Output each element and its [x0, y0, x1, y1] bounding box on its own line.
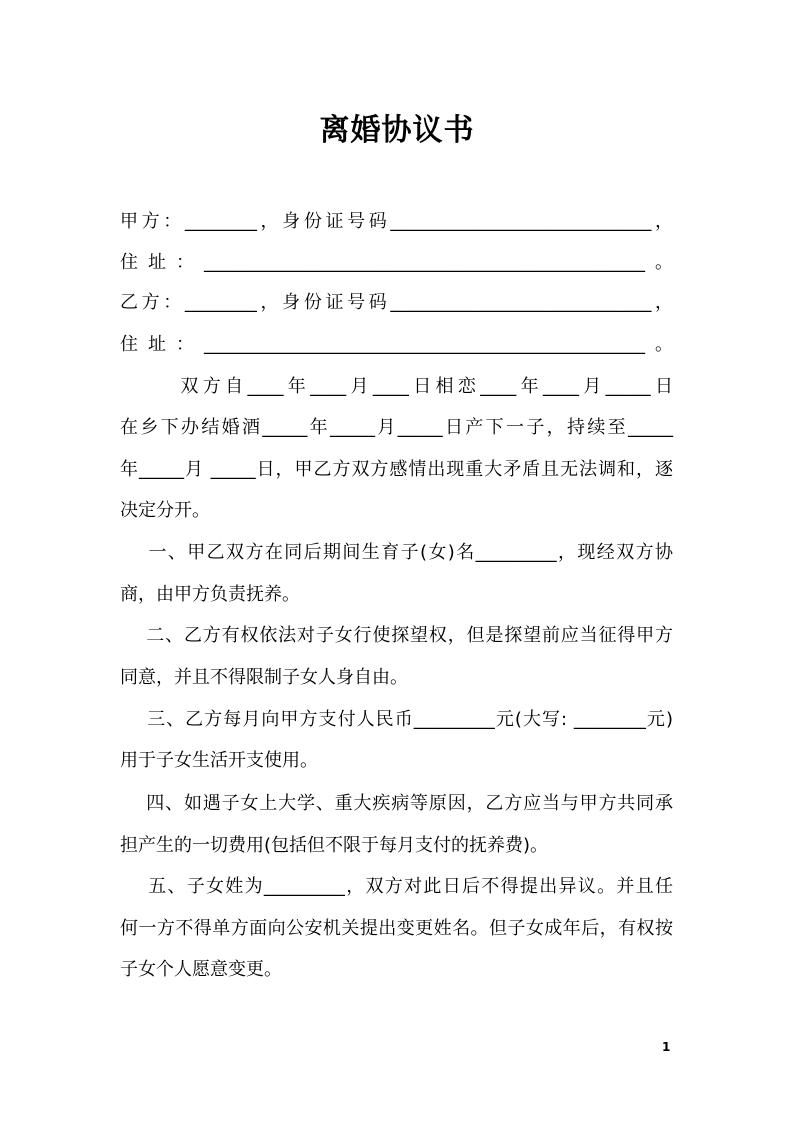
clause-5-line: 五、子女姓为_________，双方对此日后不得提出异议。并且任 — [120, 876, 673, 897]
clause-5-line: 子女个人愿意变更。 — [120, 959, 282, 980]
paragraph-line: 在乡下办结婚酒_____年_____月_____日产下一子，持续至_____ — [120, 417, 673, 438]
party-a-name-id-line: 甲方：________，身份证号码_____________________________， — [120, 211, 673, 232]
clause-1-line: 一、甲乙双方在同后期间生育子(女)名_________，现经双方协 — [120, 542, 673, 563]
clause-1-line: 商，由甲方负责抚养。 — [120, 584, 300, 605]
paragraph-line: 双方自____年____月____日相恋____年____月_____日 — [120, 376, 673, 397]
clause-2-line: 同意，并且不得限制子女人身自由。 — [120, 667, 408, 688]
party-b-name-id-line: 乙方：________，身份证号码_____________________________， — [120, 292, 673, 313]
clause-2-line: 二、乙方有权依法对子女行使探望权，但是探望前应当征得甲方 — [120, 625, 673, 646]
page-number: 1 — [662, 1040, 671, 1054]
paragraph-line: 年_____月 _____日，甲乙方双方感情出现重大矛盾且无法调和，逐 — [120, 459, 673, 480]
paragraph-line: 决定分开。 — [120, 500, 210, 521]
party-b-address-line: 住址：_________________________________________________。 — [120, 334, 673, 355]
clause-3-line: 三、乙方每月向甲方支付人民币_________元(大写: ________元) — [120, 709, 673, 730]
party-a-address-line: 住址：_________________________________________________。 — [120, 252, 673, 273]
clause-4-line: 担产生的一切费用(包括但不限于每月支付的抚养费)。 — [120, 835, 549, 856]
clause-3-line: 用于子女生活开支使用。 — [120, 750, 318, 771]
clause-5-line: 何一方不得单方面向公安机关提出变更姓名。但子女成年后，有权按 — [120, 918, 673, 939]
document-title: 离婚协议书 — [319, 113, 475, 148]
clause-4-line: 四、如遇子女上大学、重大疾病等原因，乙方应当与甲方共同承 — [120, 793, 673, 814]
